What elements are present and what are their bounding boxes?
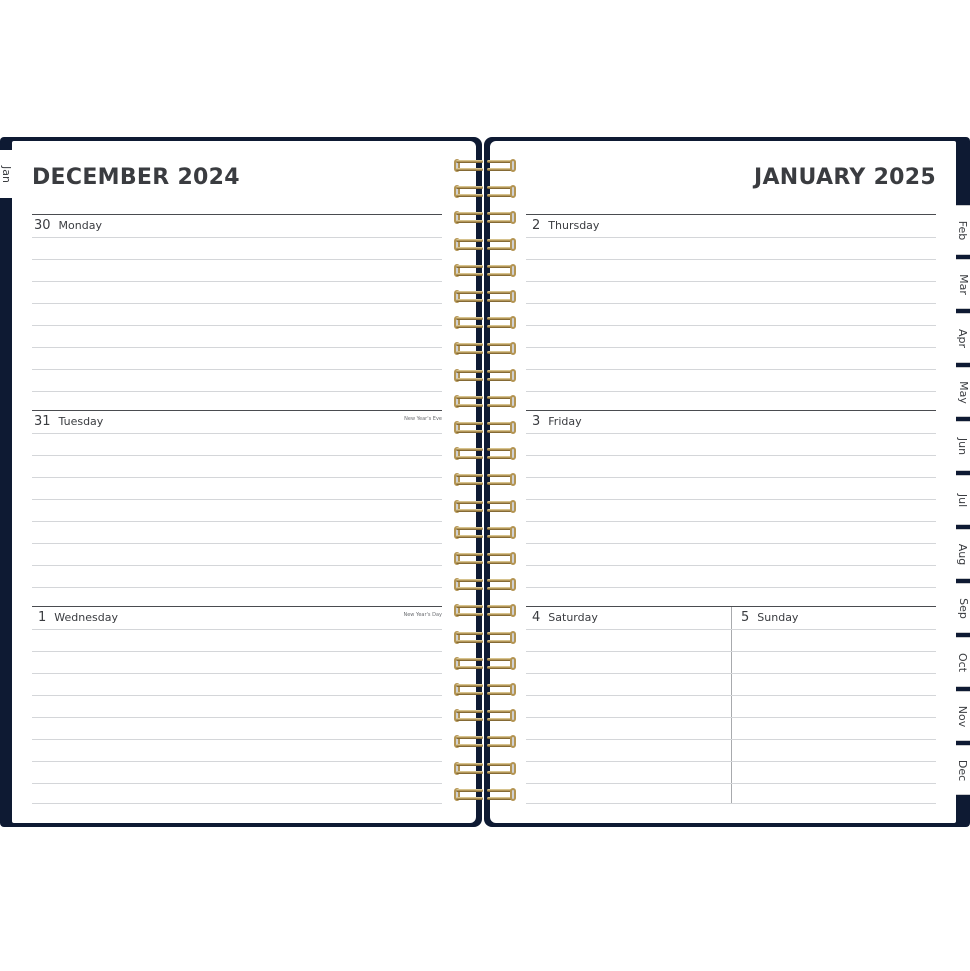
month-tab-label: Apr bbox=[956, 328, 970, 348]
spiral-coil bbox=[454, 237, 516, 253]
month-tab-aug[interactable] bbox=[956, 529, 970, 579]
day-number: 5 bbox=[741, 610, 750, 625]
month-tab-label: Feb bbox=[956, 220, 970, 240]
day-number: 3 bbox=[532, 414, 541, 429]
day-name: Sunday bbox=[757, 611, 799, 624]
day-number: 31 bbox=[34, 414, 51, 429]
day-name: Monday bbox=[58, 219, 102, 232]
spiral-coil bbox=[454, 368, 516, 384]
month-tab-label: Aug bbox=[956, 543, 970, 565]
spiral-coil bbox=[454, 341, 516, 357]
spiral-coil bbox=[454, 184, 516, 200]
month-tab-oct[interactable] bbox=[956, 637, 970, 687]
spiral-coil bbox=[454, 263, 516, 279]
day-name: Thursday bbox=[548, 219, 600, 232]
day-number: 4 bbox=[532, 610, 541, 625]
spiral-coil bbox=[454, 394, 516, 410]
day-number: 30 bbox=[34, 218, 51, 233]
planner-page-right bbox=[490, 141, 956, 823]
spiral-coil bbox=[454, 499, 516, 515]
day-block-wednesday bbox=[32, 606, 442, 802]
month-tab-feb[interactable] bbox=[956, 205, 970, 255]
month-tab-label: Jan bbox=[0, 165, 12, 183]
weekend-sunday-head bbox=[741, 610, 798, 625]
spiral-coil bbox=[454, 787, 516, 803]
spiral-coil bbox=[454, 734, 516, 750]
spiral-coil bbox=[454, 525, 516, 541]
month-tab-label: Sep bbox=[956, 597, 970, 619]
month-tab-label: Mar bbox=[956, 273, 970, 295]
day-name: Tuesday bbox=[58, 415, 104, 428]
month-tab-label: Nov bbox=[956, 705, 970, 727]
day-block-tuesday bbox=[32, 410, 442, 606]
month-tab-nov[interactable] bbox=[956, 691, 970, 741]
spiral-coil bbox=[454, 289, 516, 305]
month-tab-label: Jul bbox=[956, 493, 970, 507]
month-tab-label: Dec bbox=[956, 759, 970, 781]
day-block-thursday bbox=[526, 214, 936, 410]
spiral-coil bbox=[454, 761, 516, 777]
day-block-friday bbox=[526, 410, 936, 606]
weekend-divider bbox=[731, 607, 732, 803]
month-tab-mar[interactable] bbox=[956, 259, 970, 309]
spiral-coil bbox=[454, 210, 516, 226]
spiral-coil bbox=[454, 708, 516, 724]
spiral-coil bbox=[454, 315, 516, 331]
month-tab-jun[interactable] bbox=[956, 421, 970, 471]
planner-page-left bbox=[12, 141, 476, 823]
spiral-coil bbox=[454, 551, 516, 567]
month-title-left: DECEMBER 2024 bbox=[32, 165, 240, 190]
spiral-coil bbox=[454, 472, 516, 488]
spiral-coil bbox=[454, 420, 516, 436]
month-tab-label: Jun bbox=[956, 437, 970, 455]
day-name: Wednesday bbox=[54, 611, 118, 624]
month-tab-jan[interactable] bbox=[0, 150, 12, 198]
day-block-weekend bbox=[526, 606, 936, 802]
month-tab-label: May bbox=[956, 380, 970, 404]
month-tabs bbox=[956, 205, 970, 805]
month-tab-label: Oct bbox=[956, 652, 970, 672]
month-tab-may[interactable] bbox=[956, 367, 970, 417]
month-tab-jul[interactable] bbox=[956, 475, 970, 525]
day-name: Friday bbox=[548, 415, 582, 428]
day-block-monday bbox=[32, 214, 442, 410]
day-number: 1 bbox=[38, 610, 47, 625]
day-number: 2 bbox=[532, 218, 541, 233]
holiday-label: New Year's Day bbox=[403, 612, 442, 618]
spiral-coil bbox=[454, 446, 516, 462]
day-name: Saturday bbox=[548, 611, 598, 624]
spiral-coil bbox=[454, 158, 516, 174]
spiral-coil bbox=[454, 577, 516, 593]
month-tab-dec[interactable] bbox=[956, 745, 970, 795]
spiral-coil bbox=[454, 630, 516, 646]
weekend-saturday-head bbox=[532, 610, 598, 625]
spiral-coil bbox=[454, 656, 516, 672]
month-tab-apr[interactable] bbox=[956, 313, 970, 363]
month-title-right: JANUARY 2025 bbox=[754, 165, 936, 190]
spiral-coil bbox=[454, 603, 516, 619]
month-tab-sep[interactable] bbox=[956, 583, 970, 633]
spiral-coil bbox=[454, 682, 516, 698]
spiral-binding bbox=[454, 158, 516, 808]
holiday-label: New Year's Eve bbox=[404, 416, 442, 422]
